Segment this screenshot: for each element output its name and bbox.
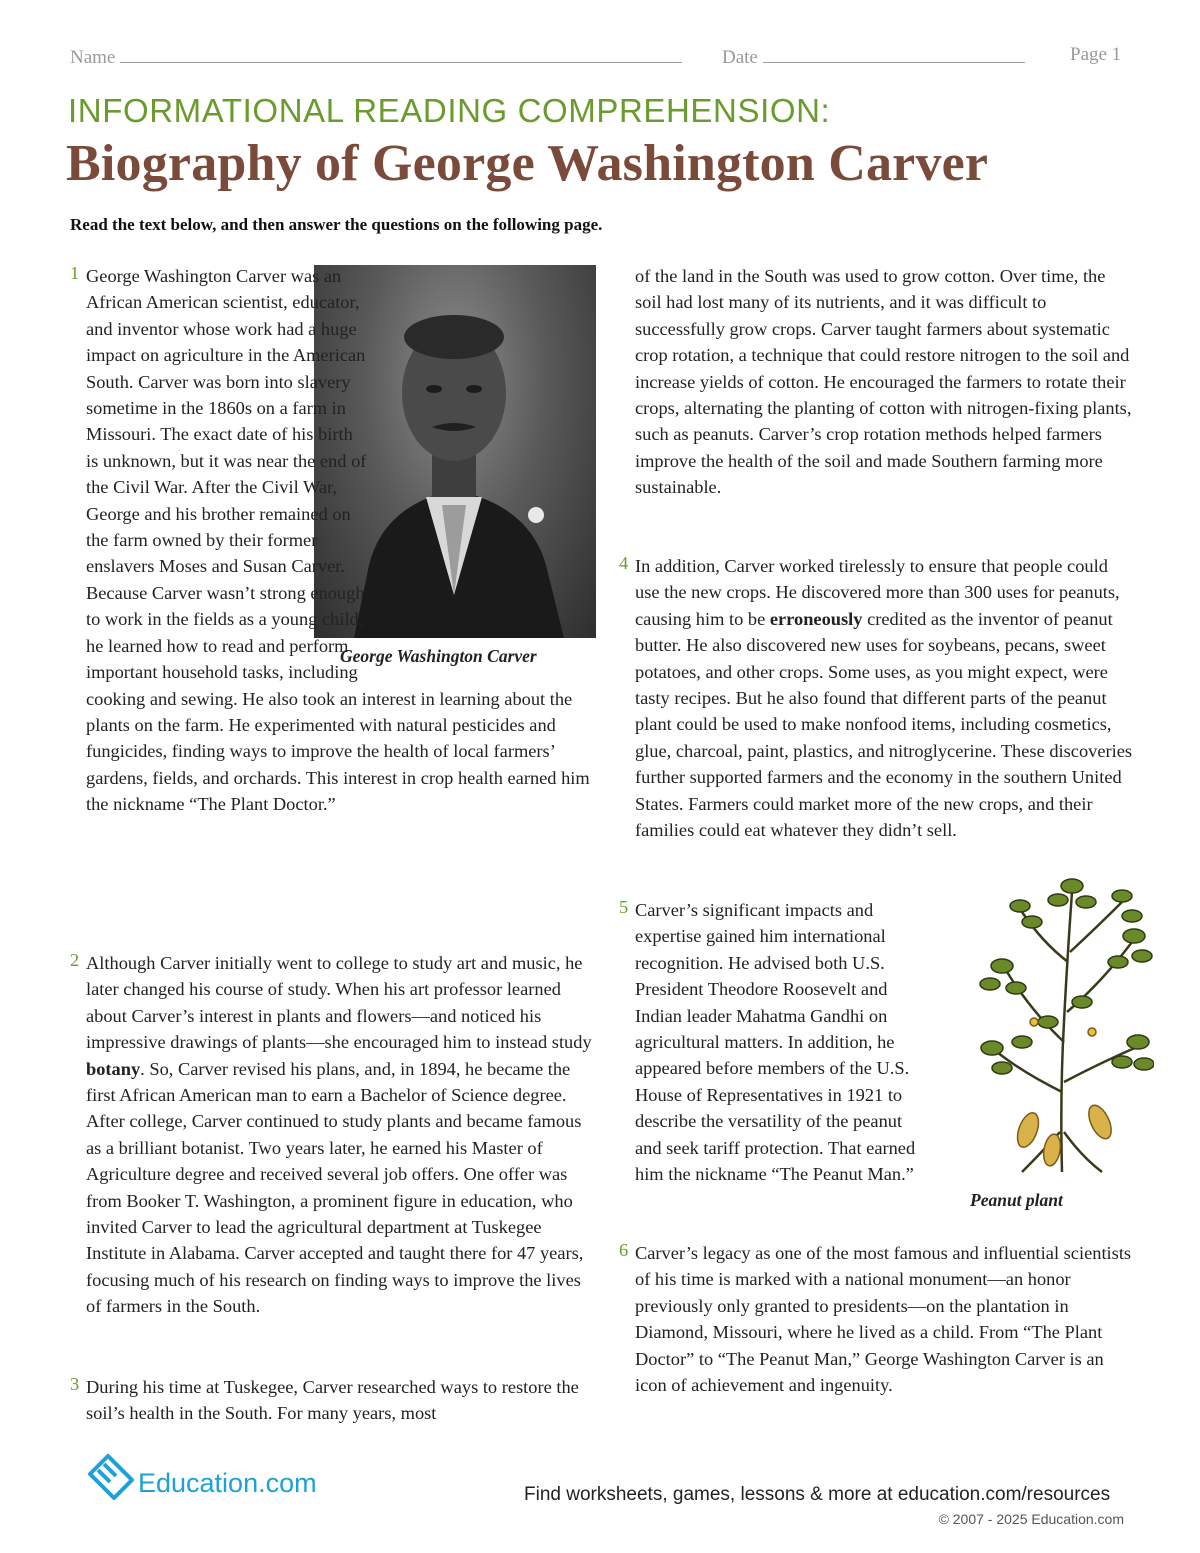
paragraph-5	[635, 897, 930, 1187]
paragraph-2-text-a: Although Carver initially went to college to study art and music, he later changed his course of study. When his art professor learned about Carver’s interest in plants and flowers—and noticed his impressive drawings of plants—she encouraged him to instead study	[86, 953, 592, 1053]
paragraph-4	[635, 553, 1135, 843]
name-label-row	[70, 44, 682, 69]
paragraph-6	[635, 1240, 1135, 1398]
paragraph-2	[86, 950, 596, 1320]
page-number: Page 1	[1070, 44, 1122, 65]
paragraph-number: 2	[70, 950, 80, 970]
worksheet-kicker: INFORMATIONAL READING COMPREHENSION:	[68, 92, 831, 129]
paragraph-number: 5	[619, 897, 629, 917]
paragraph-3-part-2	[635, 263, 1135, 501]
photo-wrap-spacer	[368, 263, 596, 685]
date-label: Date	[722, 47, 758, 68]
peanut-plant-illustration	[972, 872, 1154, 1182]
paragraph-1	[86, 263, 596, 818]
paragraph-3-text-b: of the land in the South was used to grow cotton. Over time, the soil had lost many of its nutrients, and it was difficult to successfully grow crops. Carver taught farmers about systematic crop rotation, a technique that could restore nitrogen to the soil and increase yields of cotton. He encouraged the farmers to rotate their crops, alternating the planting of cotton with nitrogen-fixing plants, such as peanuts. Carver’s crop rotation methods helped farmers improve the health of the soil and made Southern farming more sustainable.	[635, 266, 1132, 498]
paragraph-4-text-b: credited as the inventor of peanut butter. He also discovered new uses for soybeans, pecans, sweet potatoes, and other crops. Some uses, as you might expect, were tasty recipes. But he also found that different parts of the peanut plant could be used to make nonfood items, including cosmetics, glue, charcoal, paint, plastics, and nitroglycerine. These discoveries further supported farmers and the economy in the southern United States. Farmers could market more of the new crops, and their families could eat whatever they didn’t sell.	[635, 608, 1133, 841]
portrait-caption: George Washington Carver	[340, 646, 537, 666]
footer-tagline[interactable]: Find worksheets, games, lessons & more at education.com/resources	[524, 1484, 1111, 1505]
paragraph-4-text-a: In addition, Carver worked tirelessly to ensure that people could use the new crops. He discovered more than 300 uses for peanuts, causing him to be	[635, 556, 1120, 629]
paragraph-5-text: Carver’s significant impacts and expertise gained him international recognition. He advised both U.S. President Theodore Roosevelt and Indian leader Mahatma Gandhi on agricultural matters. In addition, he appeared before members of the U.S. House of Representatives in 1921 to describe the versatility of the peanut and seek tariff protection. That earned him the nickname “The Peanut Man.”	[635, 900, 916, 1185]
paragraph-2-text-b: . So, Carver revised his plans, and, in 1894, he became the first African American man to earn a Bachelor of Science degree. After college, Carver continued to study plants and became famous as a brilliant botanist. Two years later, he earned his Master of Agriculture degree and received several job offers. One offer was from Booker T. Washington, a prominent figure in education, who invited Carver to lead the agricultural department at Tuskegee Institute in Alabama. Carver accepted and taught there for 47 years, focusing much of his research on finding ways to improve the lives of farmers in the South.	[86, 1058, 584, 1317]
paragraph-3-part-1	[86, 1374, 591, 1427]
education-brand-name[interactable]: Education.com	[138, 1468, 317, 1498]
paragraph-number: 1	[70, 263, 80, 283]
date-blank-line[interactable]	[763, 44, 1025, 63]
paragraph-1-text: George Washington Carver was an African American scientist, educator, and inventor whose work had a huge impact on agriculture in the American South. Carver was born into slavery sometime in the 1860s on a farm in Missouri. The exact date of his birth is unknown, but it was near the end of the Civil War. After the Civil War, George and his brother remained on the farm owned by their former enslavers Moses and Susan Carver. Because Carver wasn’t strong enough to work in the fields as a young child, he learned how to read and perform important household tasks, including cooking and sewing. He also took an interest in learning about the plants on the farm. He experimented with natural pesticides and fungicides, finding ways to improve the health of local farmers’ gardens, fields, and orchards. This interest in crop health earned him the nickname “The Plant Doctor.”	[86, 266, 590, 815]
footer-copyright: © 2007 - 2025 Education.com	[938, 1511, 1124, 1527]
paragraph-number: 3	[70, 1374, 80, 1394]
peanut-caption: Peanut plant	[970, 1190, 1063, 1210]
name-label: Name	[70, 47, 116, 68]
page-title: Biography of George Washington Carver	[66, 135, 989, 192]
paragraph-6-text: Carver’s legacy as one of the most famous and influential scientists of his time is marked with a national monument—an honor previously only granted to presidents—on the plantation in Diamond, Missouri, where he lived as a child. From “The Plant Doctor” to “The Peanut Man,” George Washington Carver is an icon of achievement and ingenuity.	[635, 1243, 1132, 1396]
paragraph-3-text-a: During his time at Tuskegee, Carver researched ways to restore the soil’s health in the South. For many years, most	[86, 1377, 579, 1424]
vocab-word-erroneously: erroneously	[769, 608, 863, 629]
date-label-row	[722, 44, 1025, 69]
name-blank-line[interactable]	[120, 44, 682, 63]
paragraph-number: 4	[619, 553, 629, 573]
vocab-word-botany: botany	[86, 1058, 141, 1079]
paragraph-number: 6	[619, 1240, 629, 1260]
instructions: Read the text below, and then answer the questions on the following page.	[70, 215, 603, 234]
